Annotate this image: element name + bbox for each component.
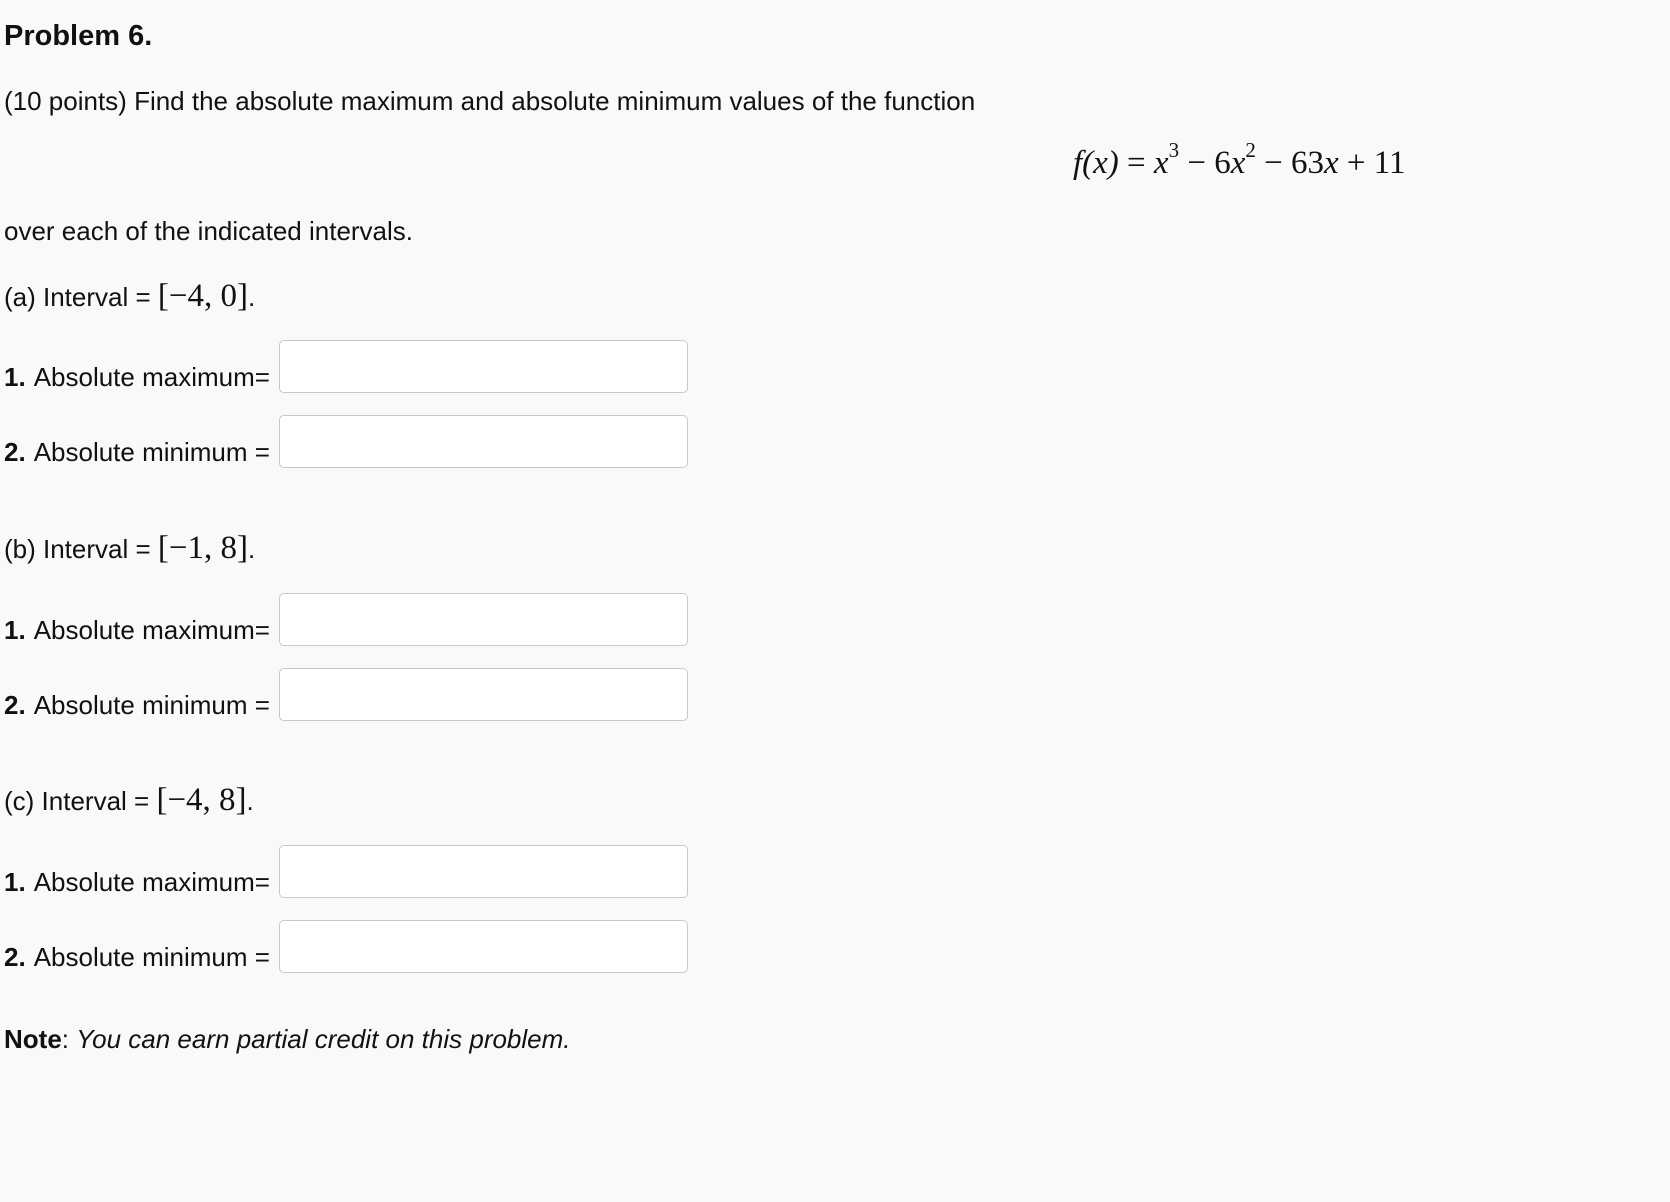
part-c-label: (c) Interval = bbox=[4, 786, 150, 816]
part-b-min-input[interactable] bbox=[279, 668, 688, 721]
problem-title: Problem 6. bbox=[4, 20, 153, 52]
part-a-interval-value: [−4, 0] bbox=[157, 278, 248, 314]
part-c-min-label: 2. Absolute minimum = bbox=[4, 942, 270, 972]
part-c-max-label: 1. Absolute maximum= bbox=[4, 867, 270, 897]
part-a-min-input[interactable] bbox=[279, 415, 688, 468]
part-b-max-label: 1. Absolute maximum= bbox=[4, 615, 270, 645]
part-c-interval: (c) Interval = [−4, 8]. bbox=[4, 782, 254, 818]
note-label: Note bbox=[4, 1024, 62, 1054]
function-formula bbox=[1073, 138, 1406, 182]
part-a-label: (a) Interval = bbox=[4, 282, 151, 312]
part-a-min-label: 2. Absolute minimum = bbox=[4, 437, 270, 467]
problem-intro: (10 points) Find the absolute maximum and absolute minimum values of the function bbox=[4, 86, 976, 116]
part-a-interval: (a) Interval = [−4, 0]. bbox=[4, 278, 256, 314]
part-b-interval: (b) Interval = [−1, 8]. bbox=[4, 530, 256, 566]
part-a-max-label: 1. Absolute maximum= bbox=[4, 362, 270, 392]
part-c-max-input[interactable] bbox=[279, 845, 688, 898]
part-b-max-input[interactable] bbox=[279, 593, 688, 646]
part-c-interval-value: [−4, 8] bbox=[156, 782, 247, 818]
part-b-min-label: 2. Absolute minimum = bbox=[4, 690, 270, 720]
part-a-max-input[interactable] bbox=[279, 340, 688, 393]
intervals-intro: over each of the indicated intervals. bbox=[4, 216, 414, 246]
partial-credit-note: Note: You can earn partial credit on this problem. bbox=[4, 1024, 571, 1054]
note-text: You can earn partial credit on this problem. bbox=[76, 1024, 571, 1054]
part-c-min-input[interactable] bbox=[279, 920, 688, 973]
function-rhs: = $x^3 - 6x^2 - 63x + 11$ bbox=[1127, 138, 1406, 181]
part-b-label: (b) Interval = bbox=[4, 534, 151, 564]
part-b-interval-value: [−1, 8] bbox=[157, 530, 248, 566]
function-lhs: f(x) bbox=[1073, 145, 1119, 181]
